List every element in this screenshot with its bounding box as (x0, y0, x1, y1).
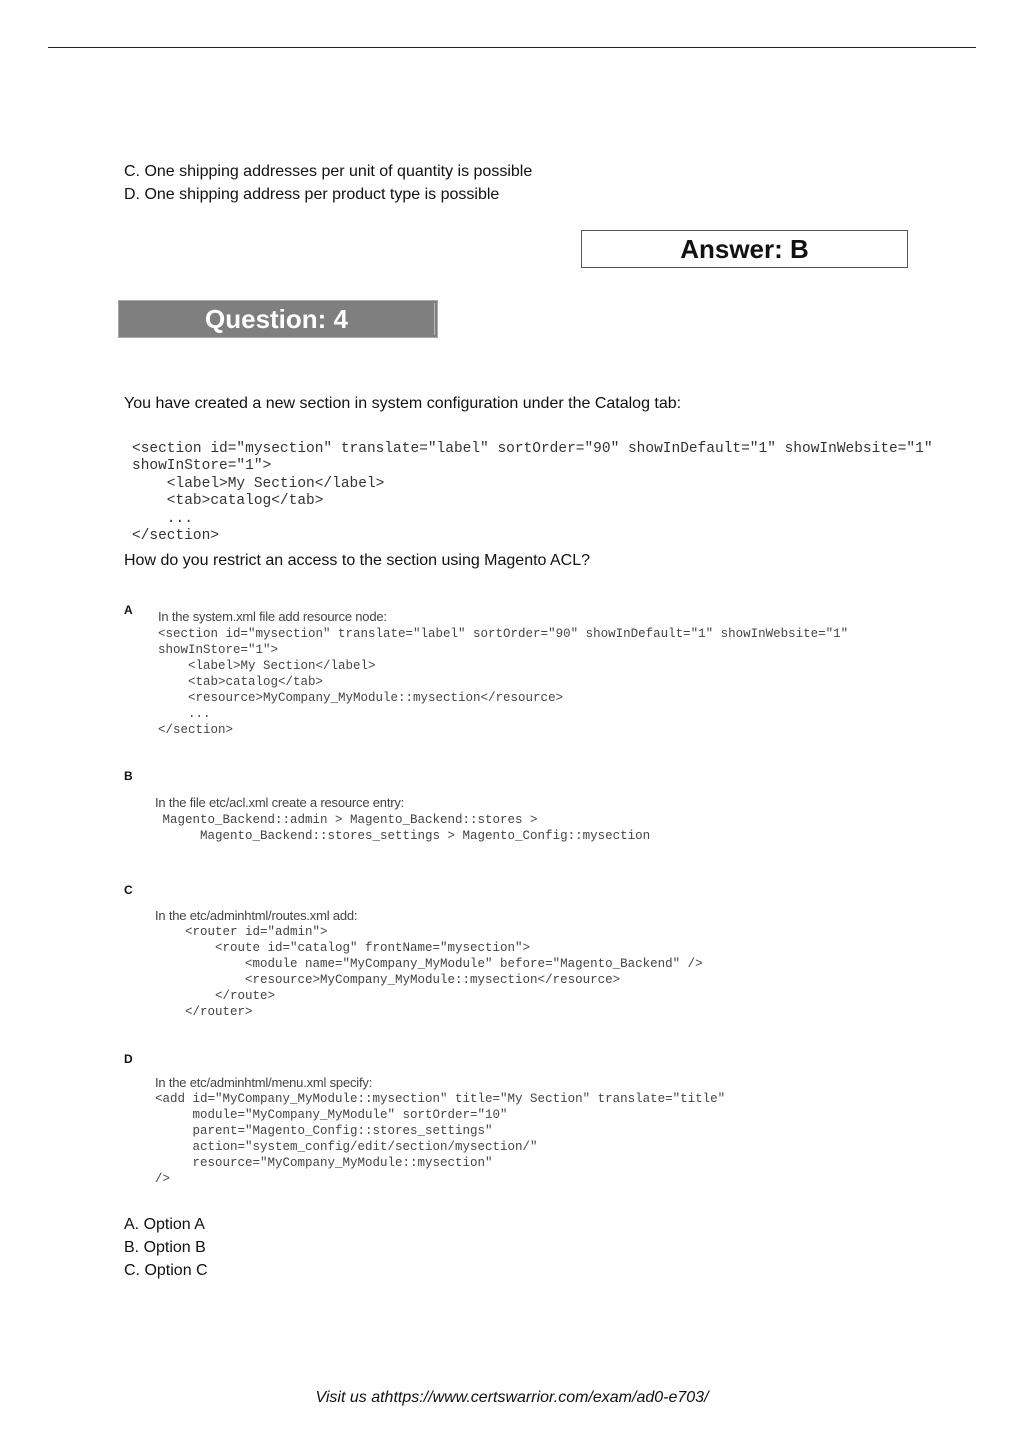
prev-option-c: C. One shipping addresses per unit of quantity is possible (124, 163, 533, 180)
option-c-code: <router id="admin"> <route id="catalog" frontName="mysection"> <module name="MyCompany_MyModule" before="Magento_Backend" /> <resource>MyCompany_MyModule::mysection</resource> </route> </router> (185, 925, 703, 1019)
question-header (118, 300, 438, 338)
question-label: Question: 4 (205, 303, 349, 334)
question-text: You have created a new section in system configuration under the Catalog tab: (124, 395, 682, 412)
option-d-code: <add id="MyCompany_MyModule::mysection" title="My Section" translate="title" module="MyCompany_MyModule" sortOrder="10" parent="Magento_Config::stores_settings" action="system_config/edit/section/mysection/" resource="MyCompany_MyModule::mysection" /> (155, 1092, 726, 1186)
option-c-description: In the etc/adminhtml/routes.xml add: (155, 908, 358, 923)
option-d-letter: D (124, 1052, 133, 1066)
option-b-description: In the file etc/acl.xml create a resource entry: (155, 795, 405, 810)
footer-link-text: Visit us athttps://www.certswarrior.com/exam/ad0-e703/ (315, 1389, 709, 1406)
option-d-description: In the etc/adminhtml/menu.xml specify: (155, 1075, 373, 1090)
option-a-code: <section id="mysection" translate="label" sortOrder="90" showInDefault="1" showInWebsite="1" showInStore="1"> <label>My Section</label> <tab>catalog</tab> <resource>MyCompany_MyModule::mysection</resource> ... </section> (158, 627, 849, 737)
option-b-code: Magento_Backend::admin > Magento_Backend::stores > Magento_Backend::stores_settings > Magento_Config::mysection (162, 813, 651, 843)
question-header-edge (434, 303, 435, 335)
header-divider (48, 47, 976, 48)
answer-choice-c: C. Option C (124, 1262, 208, 1279)
option-b-letter: B (124, 769, 133, 783)
answer-box: Answer: B (581, 230, 908, 268)
answer-choice-a: A. Option A (124, 1216, 205, 1233)
prev-option-d: D. One shipping address per product type is possible (124, 186, 500, 203)
option-a-description: In the system.xml file add resource node: (158, 609, 387, 624)
question-prompt: How do you restrict an access to the section using Magento ACL? (124, 552, 591, 569)
option-a-letter: A (124, 603, 133, 617)
code-snippet: <section id="mysection" translate="label" sortOrder="90" showInDefault="1" showInWebsite="1" showInStore="1"> <label>My Section</label> <tab>catalog</tab> ... </section> (132, 441, 933, 545)
answer-choice-b: B. Option B (124, 1239, 206, 1256)
option-c-letter: C (124, 883, 133, 897)
